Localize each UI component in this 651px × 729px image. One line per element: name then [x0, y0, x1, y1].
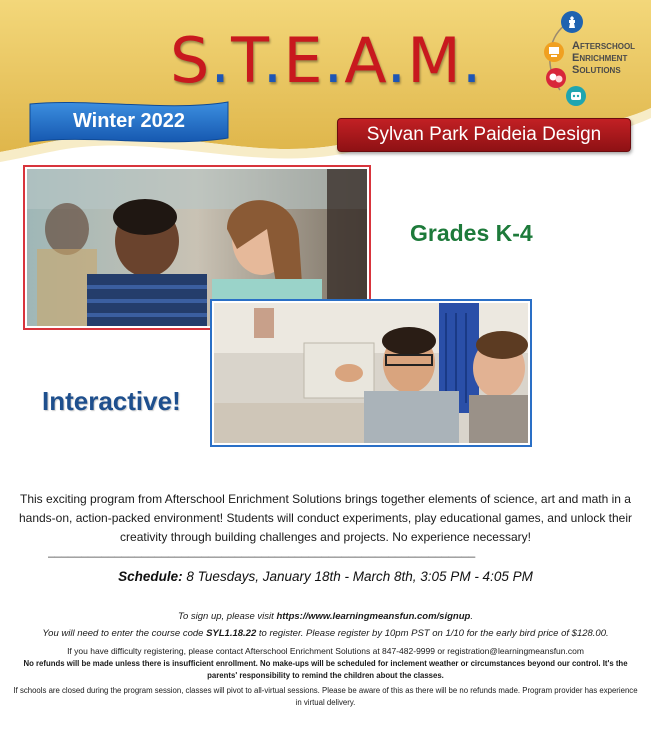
title-letter-s: S — [170, 24, 211, 97]
signup-prefix: To sign up, please visit — [178, 611, 277, 622]
logo-line1: Afterschool — [572, 40, 636, 52]
title-dot: . — [262, 24, 284, 97]
signup-line — [10, 611, 641, 622]
signup-link[interactable]: https://www.learningmeansfun.com/signup — [276, 611, 471, 622]
course-prefix: You will need to enter the course code — [42, 628, 207, 639]
schedule-line — [0, 569, 651, 584]
school-name: Sylvan Park Paideia Design — [366, 124, 602, 145]
schedule-label: Schedule: — [118, 569, 183, 584]
program-description: This exciting program from Afterschool Enrichment Solutions brings together elements of science, art and math in a hands-on, action-packed environment! Students will conduct experiments, play educational games, and unlock their creativity through building challenges and projects. No experience necessary! — [18, 492, 633, 544]
title-dot: . — [210, 24, 232, 97]
refund-policy: No refunds will be made unless there is insufficient enrollment. No make-ups will be scheduled for inclement weather or circumstances beyond our control. It's the parents' responsibility to remind the children about the classes. — [23, 659, 628, 680]
season-label: Winter 2022 — [72, 110, 186, 132]
closure-policy: If schools are closed during the program session, classes will pivot to all-virtual sessions. Please be aware of this as there will be no refunds made. Program provider has experience in virtual delivery. — [13, 686, 638, 707]
section-divider: ________________________________________________________________ — [48, 544, 476, 558]
contact-line: If you have difficulty registering, please contact Afterschool Enrichment Solutions at 847-482-9999 or registration@learningmeansfun.com — [67, 646, 584, 656]
title-letter-e: E — [283, 24, 324, 97]
course-code: SYL1.18.22 — [206, 628, 257, 639]
course-code-line — [10, 628, 641, 639]
logo-text — [572, 40, 635, 76]
title-dot: . — [461, 24, 483, 97]
steam-title — [170, 24, 483, 97]
title-dot: . — [323, 24, 345, 97]
schedule-value: 8 Tuesdays, January 18th - March 8th, 3:05 PM - 4:05 PM — [182, 569, 533, 584]
logo-line2: Enrichment — [572, 52, 628, 64]
logo-line3: Solutions — [572, 64, 621, 76]
winter-banner — [28, 98, 230, 146]
course-suffix: to register. Please register by 10pm PST on 1/10 for the early bird price of $128.00. — [256, 628, 609, 639]
title-letter-t: T — [231, 24, 263, 97]
photo-boys-science — [210, 299, 532, 447]
title-dot: . — [386, 24, 408, 97]
signup-suffix: . — [470, 611, 473, 622]
interactive-tagline: Interactive! — [42, 386, 181, 416]
grades-label: Grades K-4 — [410, 220, 533, 246]
title-letter-a: A — [344, 24, 387, 97]
school-banner — [337, 118, 631, 152]
title-letter-m: M — [407, 24, 462, 97]
